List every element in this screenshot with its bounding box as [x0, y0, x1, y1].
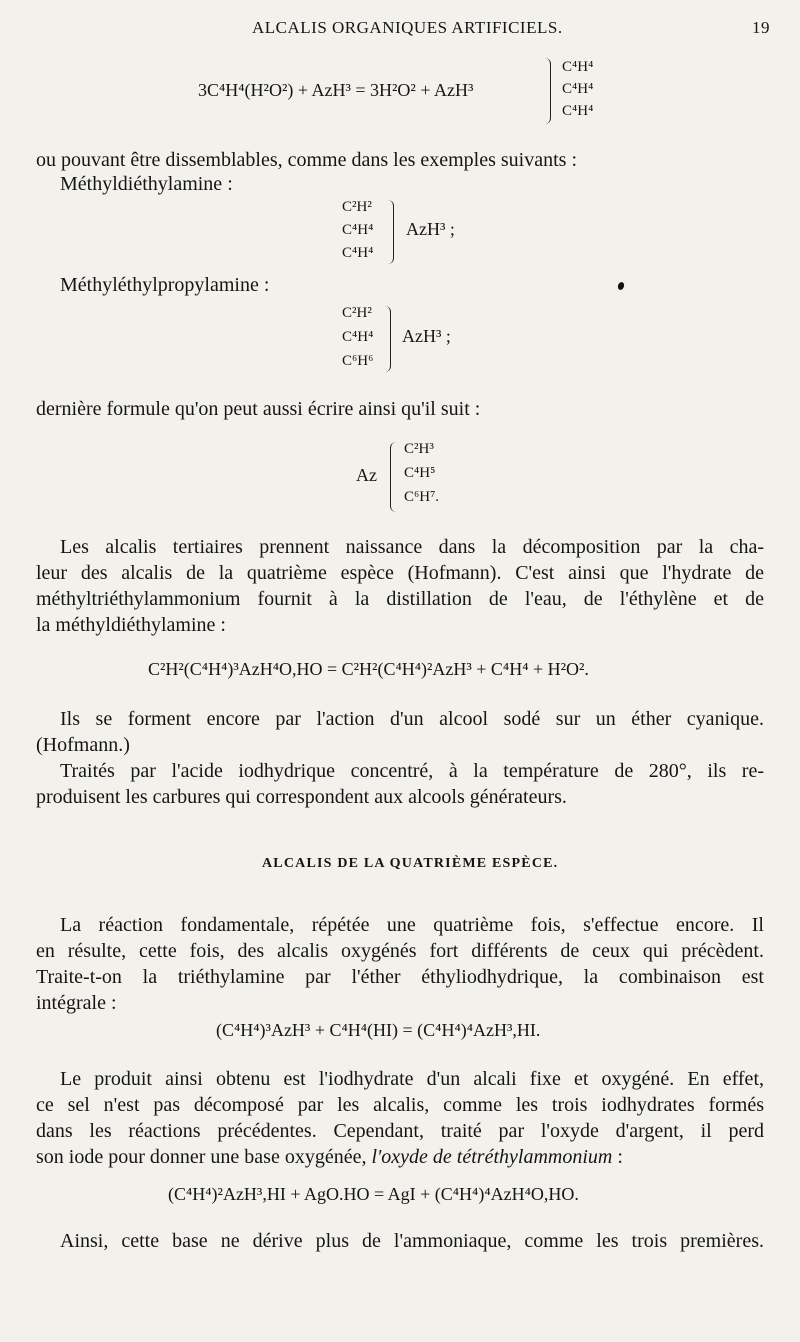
formula-2-right: AzH³ ; [406, 219, 455, 239]
formula-2-row: C²H² [342, 199, 372, 215]
formula-2-row: C⁴H⁴ [342, 222, 374, 238]
formula-6: (C⁴H⁴)³AzH³ + C⁴H⁴(HI) = (C⁴H⁴)⁴AzH³,HI. [216, 1020, 541, 1040]
ink-mark [617, 281, 625, 291]
paragraph-7-last-line [36, 1144, 623, 1170]
formula-1-row: C⁴H⁴ [562, 59, 594, 75]
paragraph-7-last-suffix: : [612, 1146, 623, 1168]
section-title: ALCALIS DE LA QUATRIÈME ESPÈCE. [262, 856, 559, 871]
formula-2-row: C⁴H⁴ [342, 245, 374, 261]
paragraph-7-line: dans les réactions précédentes. Cependant, traité par l'oxyde d'argent, il perd [36, 1120, 764, 1142]
formula-3-row: C⁴H⁴ [342, 329, 374, 345]
paragraph-4-line: Ils se forment encore par l'action d'un alcool sodé sur un éther cyanique. [60, 708, 764, 730]
label-methyldiethylamine: Méthyldiéthylamine : [60, 173, 233, 195]
paragraph-6-line: Traite-t-on la triéthylamine par l'éther éthyliodhydrique, la combinaison est [36, 966, 764, 988]
paragraph-5-line: Traités par l'acide iodhydrique concentré, à la température de 280°, ils re- [60, 760, 764, 782]
paragraph-7-line: Le produit ainsi obtenu est l'iodhydrate d'un alcali fixe et oxygéné. En effet, [60, 1068, 764, 1090]
formula-5: C²H²(C⁴H⁴)³AzH⁴O,HO = C²H²(C⁴H⁴)²AzH³ + C⁴H⁴ + H²O². [148, 659, 589, 679]
paragraph-3-line: Les alcalis tertiaires prennent naissance dans la décomposition par la cha- [60, 536, 764, 558]
paragraph-4-line: (Hofmann.) [36, 734, 130, 756]
formula-1-brace [540, 58, 551, 124]
formula-4-row: C⁴H⁵ [404, 465, 436, 481]
paragraph-3-line: leur des alcalis de la quatrième espèce (Hofmann). C'est ainsi que l'hydrate de [36, 562, 764, 584]
formula-3-brace [380, 306, 391, 372]
formula-2-brace [383, 200, 394, 264]
formula-4-left: Az [356, 465, 377, 485]
formula-3-row: C⁶H⁶ [342, 353, 374, 369]
paragraph-2: dernière formule qu'on peut aussi écrire ainsi qu'il suit : [36, 398, 481, 420]
formula-4-row: C²H³ [404, 441, 434, 457]
paragraph-5-line: produisent les carbures qui correspondent aux alcools générateurs. [36, 786, 567, 808]
paragraph-3-line: méthyltriéthylammonium fournit à la distillation de l'eau, de l'éthylène et de [36, 588, 764, 610]
formula-3-right: AzH³ ; [402, 326, 451, 346]
formula-7: (C⁴H⁴)²AzH³,HI + AgO.HO = AgI + (C⁴H⁴)⁴AzH⁴O,HO. [168, 1184, 579, 1204]
running-header-title: ALCALIS ORGANIQUES ARTIFICIELS. [252, 18, 563, 37]
paragraph-8: Ainsi, cette base ne dérive plus de l'ammoniaque, comme les trois premières. [60, 1230, 764, 1252]
page-number: 19 [752, 18, 770, 37]
paragraph-3-line: la méthyldiéthylamine : [36, 614, 226, 636]
paragraph-6-line: en résulte, cette fois, des alcalis oxygénés fort différents de ceux qui précèdent. [36, 940, 764, 962]
formula-1-equation: 3C⁴H⁴(H²O²) + AzH³ = 3H²O² + AzH³ [198, 80, 474, 100]
paragraph-6-line: intégrale : [36, 992, 117, 1014]
paragraph-7-line: ce sel n'est pas décomposé par les alcalis, comme les trois iodhydrates formés [36, 1094, 764, 1116]
paragraph-1: ou pouvant être dissemblables, comme dans les exemples suivants : [36, 149, 577, 171]
formula-3-row: C²H² [342, 305, 372, 321]
formula-4-brace [390, 442, 401, 512]
formula-1-row: C⁴H⁴ [562, 103, 594, 119]
label-methylethylpropylamine: Méthyléthylpropylamine : [60, 274, 270, 296]
formula-4-row: C⁶H⁷. [404, 489, 440, 505]
paragraph-6-line: La réaction fondamentale, répétée une quatrième fois, s'effectue encore. Il [60, 914, 764, 936]
paragraph-7-last-prefix: son iode pour donner une base oxygénée, [36, 1146, 372, 1168]
paragraph-7-italic-term: l'oxyde de tétréthylammonium [371, 1146, 613, 1168]
formula-1-row: C⁴H⁴ [562, 81, 594, 97]
